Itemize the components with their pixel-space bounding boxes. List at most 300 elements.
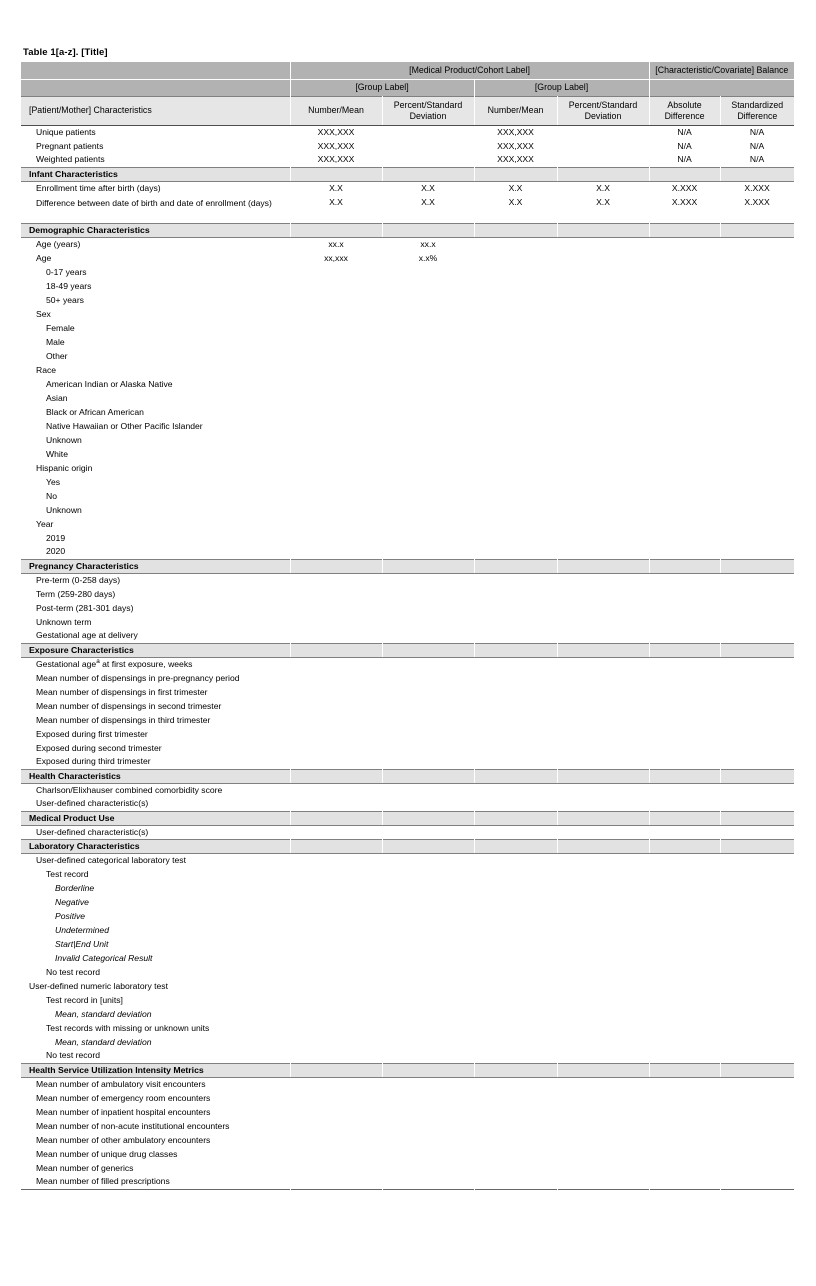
table-row [21, 195, 794, 223]
row-value [720, 699, 794, 713]
row-value [474, 391, 557, 405]
section-header-row [21, 769, 794, 783]
table-row [21, 335, 794, 349]
row-value [557, 783, 649, 797]
row-value [720, 489, 794, 503]
row-value [290, 727, 382, 741]
row-value [557, 797, 649, 811]
row-value [557, 965, 649, 979]
row-value [557, 279, 649, 293]
table-row [21, 1105, 794, 1119]
row-value [474, 293, 557, 307]
row-value [720, 1133, 794, 1147]
row-value [290, 783, 382, 797]
row-value: X.XXX [720, 195, 794, 223]
table-row [21, 1077, 794, 1091]
row-label: Other [21, 349, 290, 363]
row-value [557, 951, 649, 965]
row-value [720, 517, 794, 531]
row-value [557, 979, 649, 993]
table-bottom-rule-cell [382, 1189, 474, 1190]
row-value [720, 377, 794, 391]
row-value [557, 293, 649, 307]
row-value [474, 321, 557, 335]
row-value [720, 1007, 794, 1021]
row-value [290, 685, 382, 699]
row-value [557, 447, 649, 461]
table-row [21, 685, 794, 699]
section-header-row [21, 167, 794, 181]
row-value [474, 237, 557, 251]
row-value [557, 349, 649, 363]
table-row [21, 755, 794, 769]
row-value [474, 433, 557, 447]
row-value [290, 853, 382, 867]
section-header-cell [382, 769, 474, 783]
section-header-cell [649, 559, 720, 573]
row-value [649, 489, 720, 503]
row-value [382, 1147, 474, 1161]
row-value [557, 1175, 649, 1189]
row-value [382, 489, 474, 503]
row-value: N/A [649, 153, 720, 167]
table-row [21, 377, 794, 391]
row-value [720, 979, 794, 993]
row-label: Unknown term [21, 615, 290, 629]
row-label: User-defined characteristic(s) [21, 797, 290, 811]
row-value [382, 475, 474, 489]
row-value [382, 125, 474, 139]
section-header-cell [382, 1063, 474, 1077]
header-balance-spanner-continued [649, 79, 794, 96]
table-row [21, 1091, 794, 1105]
row-value [382, 797, 474, 811]
row-label: Pregnant patients [21, 139, 290, 153]
header-spacer-cell [21, 62, 290, 79]
row-value [290, 965, 382, 979]
row-value [720, 307, 794, 321]
row-value [382, 615, 474, 629]
row-value [557, 909, 649, 923]
row-value [474, 979, 557, 993]
row-value [290, 475, 382, 489]
table-row [21, 1049, 794, 1063]
table-row [21, 741, 794, 755]
row-value [290, 797, 382, 811]
row-value [382, 405, 474, 419]
table-caption: Table 1[a-z]. [Title] [23, 47, 108, 58]
row-value [474, 951, 557, 965]
row-label: 50+ years [21, 293, 290, 307]
table-row [21, 1035, 794, 1049]
row-value [557, 629, 649, 643]
section-header-cell [474, 839, 557, 853]
row-value [474, 587, 557, 601]
row-label: Black or African American [21, 405, 290, 419]
row-value [720, 881, 794, 895]
row-value [557, 475, 649, 489]
row-value [557, 377, 649, 391]
row-value [720, 657, 794, 671]
row-value [557, 573, 649, 587]
row-value [290, 265, 382, 279]
row-value [720, 419, 794, 433]
row-value [290, 293, 382, 307]
row-value [557, 867, 649, 881]
row-value [382, 293, 474, 307]
section-header-cell [382, 839, 474, 853]
row-value [474, 531, 557, 545]
row-value [290, 601, 382, 615]
row-label: Undetermined [21, 923, 290, 937]
row-label: Exposed during third trimester [21, 755, 290, 769]
row-value [720, 993, 794, 1007]
row-value [557, 825, 649, 839]
row-value [557, 1119, 649, 1133]
row-value [382, 335, 474, 349]
table-row [21, 923, 794, 937]
row-value: x.x% [382, 251, 474, 265]
row-value [474, 657, 557, 671]
row-value [649, 279, 720, 293]
row-value [382, 895, 474, 909]
row-value [382, 391, 474, 405]
characteristics-table [21, 62, 794, 1190]
row-value [649, 853, 720, 867]
row-value [557, 1105, 649, 1119]
table-row [21, 713, 794, 727]
row-value [290, 1035, 382, 1049]
row-value [474, 727, 557, 741]
row-value [557, 545, 649, 559]
row-value [649, 1021, 720, 1035]
row-value [649, 965, 720, 979]
table-row [21, 433, 794, 447]
row-value [649, 755, 720, 769]
row-value [649, 1119, 720, 1133]
row-value [290, 1147, 382, 1161]
row-value [382, 461, 474, 475]
section-header-cell [720, 811, 794, 825]
row-value [649, 783, 720, 797]
row-value [290, 587, 382, 601]
row-value [649, 1049, 720, 1063]
row-value [649, 713, 720, 727]
footnote-marker: a [96, 657, 100, 665]
row-value: X.XXX [649, 195, 720, 223]
row-value [474, 447, 557, 461]
row-value [290, 895, 382, 909]
row-value [290, 937, 382, 951]
row-value [557, 1133, 649, 1147]
section-header-row [21, 559, 794, 573]
row-label: 0-17 years [21, 265, 290, 279]
row-value [382, 853, 474, 867]
row-value [649, 1077, 720, 1091]
section-header-label: Infant Characteristics [21, 167, 290, 181]
row-label: Post-term (281-301 days) [21, 601, 290, 615]
row-value [474, 755, 557, 769]
section-header-cell [720, 769, 794, 783]
row-value [649, 363, 720, 377]
row-value [557, 713, 649, 727]
row-value [720, 1105, 794, 1119]
table-bottom-rule-cell [290, 1189, 382, 1190]
row-value [649, 349, 720, 363]
section-header-cell [290, 811, 382, 825]
header-percent-sd-1: Percent/Standard Deviation [382, 96, 474, 125]
row-value [720, 797, 794, 811]
row-value: N/A [720, 139, 794, 153]
row-value [557, 895, 649, 909]
row-value [382, 447, 474, 461]
row-label: Year [21, 517, 290, 531]
row-value [720, 349, 794, 363]
row-label: User-defined characteristic(s) [21, 825, 290, 839]
row-value [290, 335, 382, 349]
row-value [474, 601, 557, 615]
row-value [720, 321, 794, 335]
row-label: Unknown [21, 433, 290, 447]
row-value: XXX,XXX [290, 125, 382, 139]
row-value [649, 503, 720, 517]
row-value [649, 335, 720, 349]
section-header-cell [557, 769, 649, 783]
table-row [21, 979, 794, 993]
row-value [474, 1007, 557, 1021]
row-label: Mean number of filled prescriptions [21, 1175, 290, 1189]
row-value [720, 713, 794, 727]
row-value [557, 1077, 649, 1091]
row-value [382, 349, 474, 363]
row-value [382, 741, 474, 755]
row-label: 2020 [21, 545, 290, 559]
row-value [649, 993, 720, 1007]
row-value: X.X [474, 181, 557, 195]
row-value [290, 419, 382, 433]
row-value [649, 895, 720, 909]
row-value [474, 461, 557, 475]
section-header-cell [474, 167, 557, 181]
row-value [474, 853, 557, 867]
section-header-cell [474, 811, 557, 825]
row-value [649, 1091, 720, 1105]
header-number-mean-1: Number/Mean [290, 96, 382, 125]
row-value [382, 573, 474, 587]
row-label: Mean number of dispensings in pre-pregnancy period [21, 671, 290, 685]
table-row [21, 937, 794, 951]
row-label: Test record [21, 867, 290, 881]
row-value [557, 461, 649, 475]
row-value [474, 573, 557, 587]
row-label: Charlson/Elixhauser combined comorbidity score [21, 783, 290, 797]
row-value [382, 993, 474, 1007]
row-value [649, 797, 720, 811]
row-value [720, 279, 794, 293]
section-header-cell [290, 643, 382, 657]
row-value [557, 307, 649, 321]
table-row [21, 447, 794, 461]
table-row [21, 1175, 794, 1189]
section-header-cell [720, 559, 794, 573]
row-label: Exposed during first trimester [21, 727, 290, 741]
row-value [474, 881, 557, 895]
section-header-cell [557, 839, 649, 853]
row-value [382, 657, 474, 671]
row-value [557, 755, 649, 769]
table-row [21, 895, 794, 909]
row-label: User-defined numeric laboratory test [21, 979, 290, 993]
row-value [557, 531, 649, 545]
row-label: 2019 [21, 531, 290, 545]
table-row [21, 1007, 794, 1021]
section-header-row [21, 223, 794, 237]
table-row [21, 265, 794, 279]
row-value [382, 1035, 474, 1049]
section-header-cell [649, 643, 720, 657]
row-value [382, 503, 474, 517]
row-value [382, 699, 474, 713]
row-value [557, 685, 649, 699]
row-value [382, 979, 474, 993]
row-value [557, 433, 649, 447]
header-group-label-1: [Group Label] [290, 79, 474, 96]
row-value [557, 993, 649, 1007]
row-value [474, 1175, 557, 1189]
row-value [382, 881, 474, 895]
row-value [474, 545, 557, 559]
row-value [649, 251, 720, 265]
section-header-cell [649, 223, 720, 237]
table-row [21, 853, 794, 867]
row-value [720, 923, 794, 937]
row-value [382, 937, 474, 951]
row-label: Sex [21, 307, 290, 321]
row-value: XXX,XXX [290, 139, 382, 153]
row-label: User-defined categorical laboratory test [21, 853, 290, 867]
row-value [649, 601, 720, 615]
row-value [290, 349, 382, 363]
row-label: Mean number of non-acute institutional encounters [21, 1119, 290, 1133]
row-value [382, 1049, 474, 1063]
row-value [474, 1021, 557, 1035]
header-spanner-row-2 [21, 79, 794, 96]
section-header-cell [382, 167, 474, 181]
section-header-cell [557, 559, 649, 573]
row-value [649, 1105, 720, 1119]
row-value [290, 447, 382, 461]
row-value [720, 965, 794, 979]
table-row [21, 181, 794, 195]
row-value [649, 685, 720, 699]
row-value: xx.x [290, 237, 382, 251]
row-value [382, 1119, 474, 1133]
table-row [21, 699, 794, 713]
table-row [21, 797, 794, 811]
row-value [382, 433, 474, 447]
table-row [21, 825, 794, 839]
row-label: Mean number of emergency room encounters [21, 1091, 290, 1105]
row-value [474, 993, 557, 1007]
row-value: N/A [720, 153, 794, 167]
table-row [21, 405, 794, 419]
row-value [474, 685, 557, 699]
row-value [382, 1175, 474, 1189]
row-value [649, 825, 720, 839]
row-value [557, 405, 649, 419]
row-value: X.XXX [720, 181, 794, 195]
header-standardized-difference: Standardized Difference [720, 96, 794, 125]
row-value [557, 503, 649, 517]
row-value: xx,xxx [290, 251, 382, 265]
header-spanner-row-1 [21, 62, 794, 79]
section-header-label: Health Characteristics [21, 769, 290, 783]
table-row [21, 1133, 794, 1147]
row-value [382, 727, 474, 741]
row-value [649, 1161, 720, 1175]
row-label: Male [21, 335, 290, 349]
row-value [720, 741, 794, 755]
row-label: Exposed during second trimester [21, 741, 290, 755]
row-value: X.X [382, 195, 474, 223]
row-value [474, 335, 557, 349]
row-value [290, 881, 382, 895]
header-number-mean-2: Number/Mean [474, 96, 557, 125]
row-value: X.X [557, 195, 649, 223]
row-value [720, 335, 794, 349]
row-value [649, 979, 720, 993]
table-row [21, 965, 794, 979]
header-characteristics-label: [Patient/Mother] Characteristics [21, 96, 290, 125]
header-balance-spanner: [Characteristic/Covariate] Balance [649, 62, 794, 79]
row-value [474, 825, 557, 839]
row-value [720, 405, 794, 419]
table-row [21, 363, 794, 377]
row-value [649, 629, 720, 643]
row-value [474, 1161, 557, 1175]
row-value [720, 503, 794, 517]
row-value [382, 517, 474, 531]
row-label: Mean number of dispensings in second trimester [21, 699, 290, 713]
row-value [474, 349, 557, 363]
table-row [21, 573, 794, 587]
row-value [649, 699, 720, 713]
row-label: Mean, standard deviation [21, 1007, 290, 1021]
section-header-cell [557, 167, 649, 181]
row-value [557, 727, 649, 741]
row-value [474, 741, 557, 755]
row-value [382, 1161, 474, 1175]
row-label: Hispanic origin [21, 461, 290, 475]
table-bottom-rule-cell [557, 1189, 649, 1190]
row-value [720, 433, 794, 447]
row-value [557, 489, 649, 503]
row-value [290, 741, 382, 755]
row-value: X.X [557, 181, 649, 195]
row-value [382, 307, 474, 321]
row-value [382, 1091, 474, 1105]
table-row [21, 489, 794, 503]
row-value [649, 909, 720, 923]
table-row [21, 517, 794, 531]
row-value [474, 937, 557, 951]
row-value: X.X [290, 181, 382, 195]
row-label: Mean number of inpatient hospital encounters [21, 1105, 290, 1119]
section-header-cell [649, 1063, 720, 1077]
row-value: X.X [290, 195, 382, 223]
row-value [720, 237, 794, 251]
row-value [382, 783, 474, 797]
